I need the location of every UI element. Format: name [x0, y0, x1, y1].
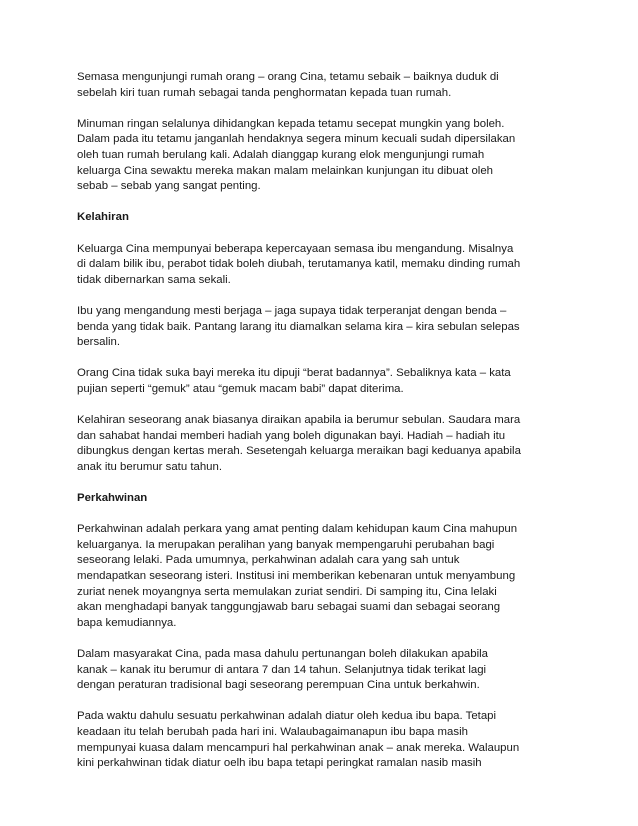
text-line: Dalam masyarakat Cina, pada masa dahulu pertunangan boleh dilakukan apabila: [77, 647, 488, 660]
paragraph-kelahiran-4: [77, 413, 571, 475]
text-line: keluarga Cina sewaktu mereka makan malam melainkan kunjungan itu dibuat oleh: [77, 164, 493, 177]
text-line: akan menghadapi banyak tanggungjawab baru sebagai suami dan sebagai seorang: [77, 601, 501, 614]
text-line: Keluarga Cina mempunyai beberapa kepercayaan semasa ibu mengandung. Misalnya: [77, 242, 514, 255]
paragraph-kelahiran-2: [77, 304, 571, 351]
section-heading-perkahwinan: Perkahwinan: [77, 492, 148, 505]
paragraph-perkahwinan-3: [77, 709, 571, 771]
text-line: tidak dibernarkan sama sekali.: [77, 273, 231, 286]
text-line: Pada waktu dahulu sesuatu perkahwinan adalah diatur oleh kedua ibu bapa. Tetapi: [77, 710, 497, 723]
text-line: Orang Cina tidak suka bayi mereka itu dipuji “berat badannya”. Sebaliknya kata – kata: [77, 367, 511, 380]
text-line: mempunyai kuasa dalam mencampuri hal perkahwinan anak – anak mereka. Walaupun: [77, 741, 520, 754]
document-body: [77, 70, 571, 787]
text-line: Perkahwinan adalah perkara yang amat penting dalam kehidupan kaum Cina mahupun: [77, 523, 518, 536]
text-line: benda yang tidak baik. Pantang larang itu diamalkan selama kira – kira sebulan selepas: [77, 320, 520, 333]
text-line: seseorang lelaki. Pada umumnya, perkahwinan adalah cara yang sah untuk: [77, 554, 460, 567]
text-line: bersalin.: [77, 336, 121, 349]
text-line: sebab – sebab yang sangat penting.: [77, 180, 261, 193]
text-line: pujian seperti “gemuk” atau “gemuk macam babi” dapat diterima.: [77, 382, 404, 395]
text-line: Minuman ringan selalunya dihidangkan kepada tetamu secepat mungkin yang boleh.: [77, 117, 505, 130]
text-line: sebelah kiri tuan rumah sebagai tanda penghormatan kepada tuan rumah.: [77, 86, 452, 99]
text-line: Kelahiran seseorang anak biasanya diraikan apabila ia berumur sebulan. Saudara mara: [77, 414, 521, 427]
paragraph-intro-1: [77, 70, 571, 101]
paragraph-kelahiran-1: [77, 242, 571, 289]
text-line: keluarganya. Ia merupakan peralihan yang banyak mempengaruhi perubahan bagi: [77, 538, 495, 551]
text-line: dengan peraturan tradisional bagi seseorang perempuan Cina untuk berkahwin.: [77, 679, 480, 692]
text-line: keadaan itu telah berubah pada hari ini. Walaubagaimanapun ibu bapa masih: [77, 725, 468, 738]
text-line: dibungkus dengan kertas merah. Sesetengah keluarga meraikan bagi keduanya apabila: [77, 445, 521, 458]
text-line: Ibu yang mengandung mesti berjaga – jaga supaya tidak terperanjat dengan benda –: [77, 304, 507, 317]
paragraph-perkahwinan-2: [77, 647, 571, 694]
text-line: anak itu berumur satu tahun.: [77, 460, 223, 473]
text-line: bapa kemudiannya.: [77, 616, 177, 629]
text-line: oleh tuan rumah berulang kali. Adalah dianggap kurang elok mengunjungi rumah: [77, 148, 485, 161]
text-line: mendapatkan seseorang isteri. Institusi ini memberikan kebenaran untuk menyambung: [77, 570, 516, 582]
text-line: kanak – kanak itu berumur di antara 7 dan 14 tahun. Selanjutnya tidak terikat lagi: [77, 663, 487, 676]
paragraph-kelahiran-3: [77, 366, 571, 397]
section-heading-kelahiran: Kelahiran: [77, 211, 129, 224]
text-line: kini perkahwinan tidak diatur oelh ibu bapa tetapi peringkat ramalan nasib masih: [77, 757, 482, 770]
text-line: Semasa mengunjungi rumah orang – orang Cina, tetamu sebaik – baiknya duduk di: [77, 71, 499, 83]
text-line: dan sahabat handai memberi hadiah yang boleh digunakan bayi. Hadiah – hadiah itu: [77, 429, 506, 442]
text-line: zuriat nenek moyangnya serta memulakan zuriat sendiri. Di samping itu, Cina lelaki: [77, 585, 497, 598]
text-line: di dalam bilik ibu, perabot tidak boleh diubah, terutamanya katil, memaku dinding rumah: [77, 258, 521, 271]
text-line: Dalam pada itu tetamu janganlah hendaknya segera minum kecuali sudah dipersilakan: [77, 133, 516, 146]
paragraph-intro-2: [77, 117, 571, 195]
paragraph-perkahwinan-1: [77, 522, 571, 631]
